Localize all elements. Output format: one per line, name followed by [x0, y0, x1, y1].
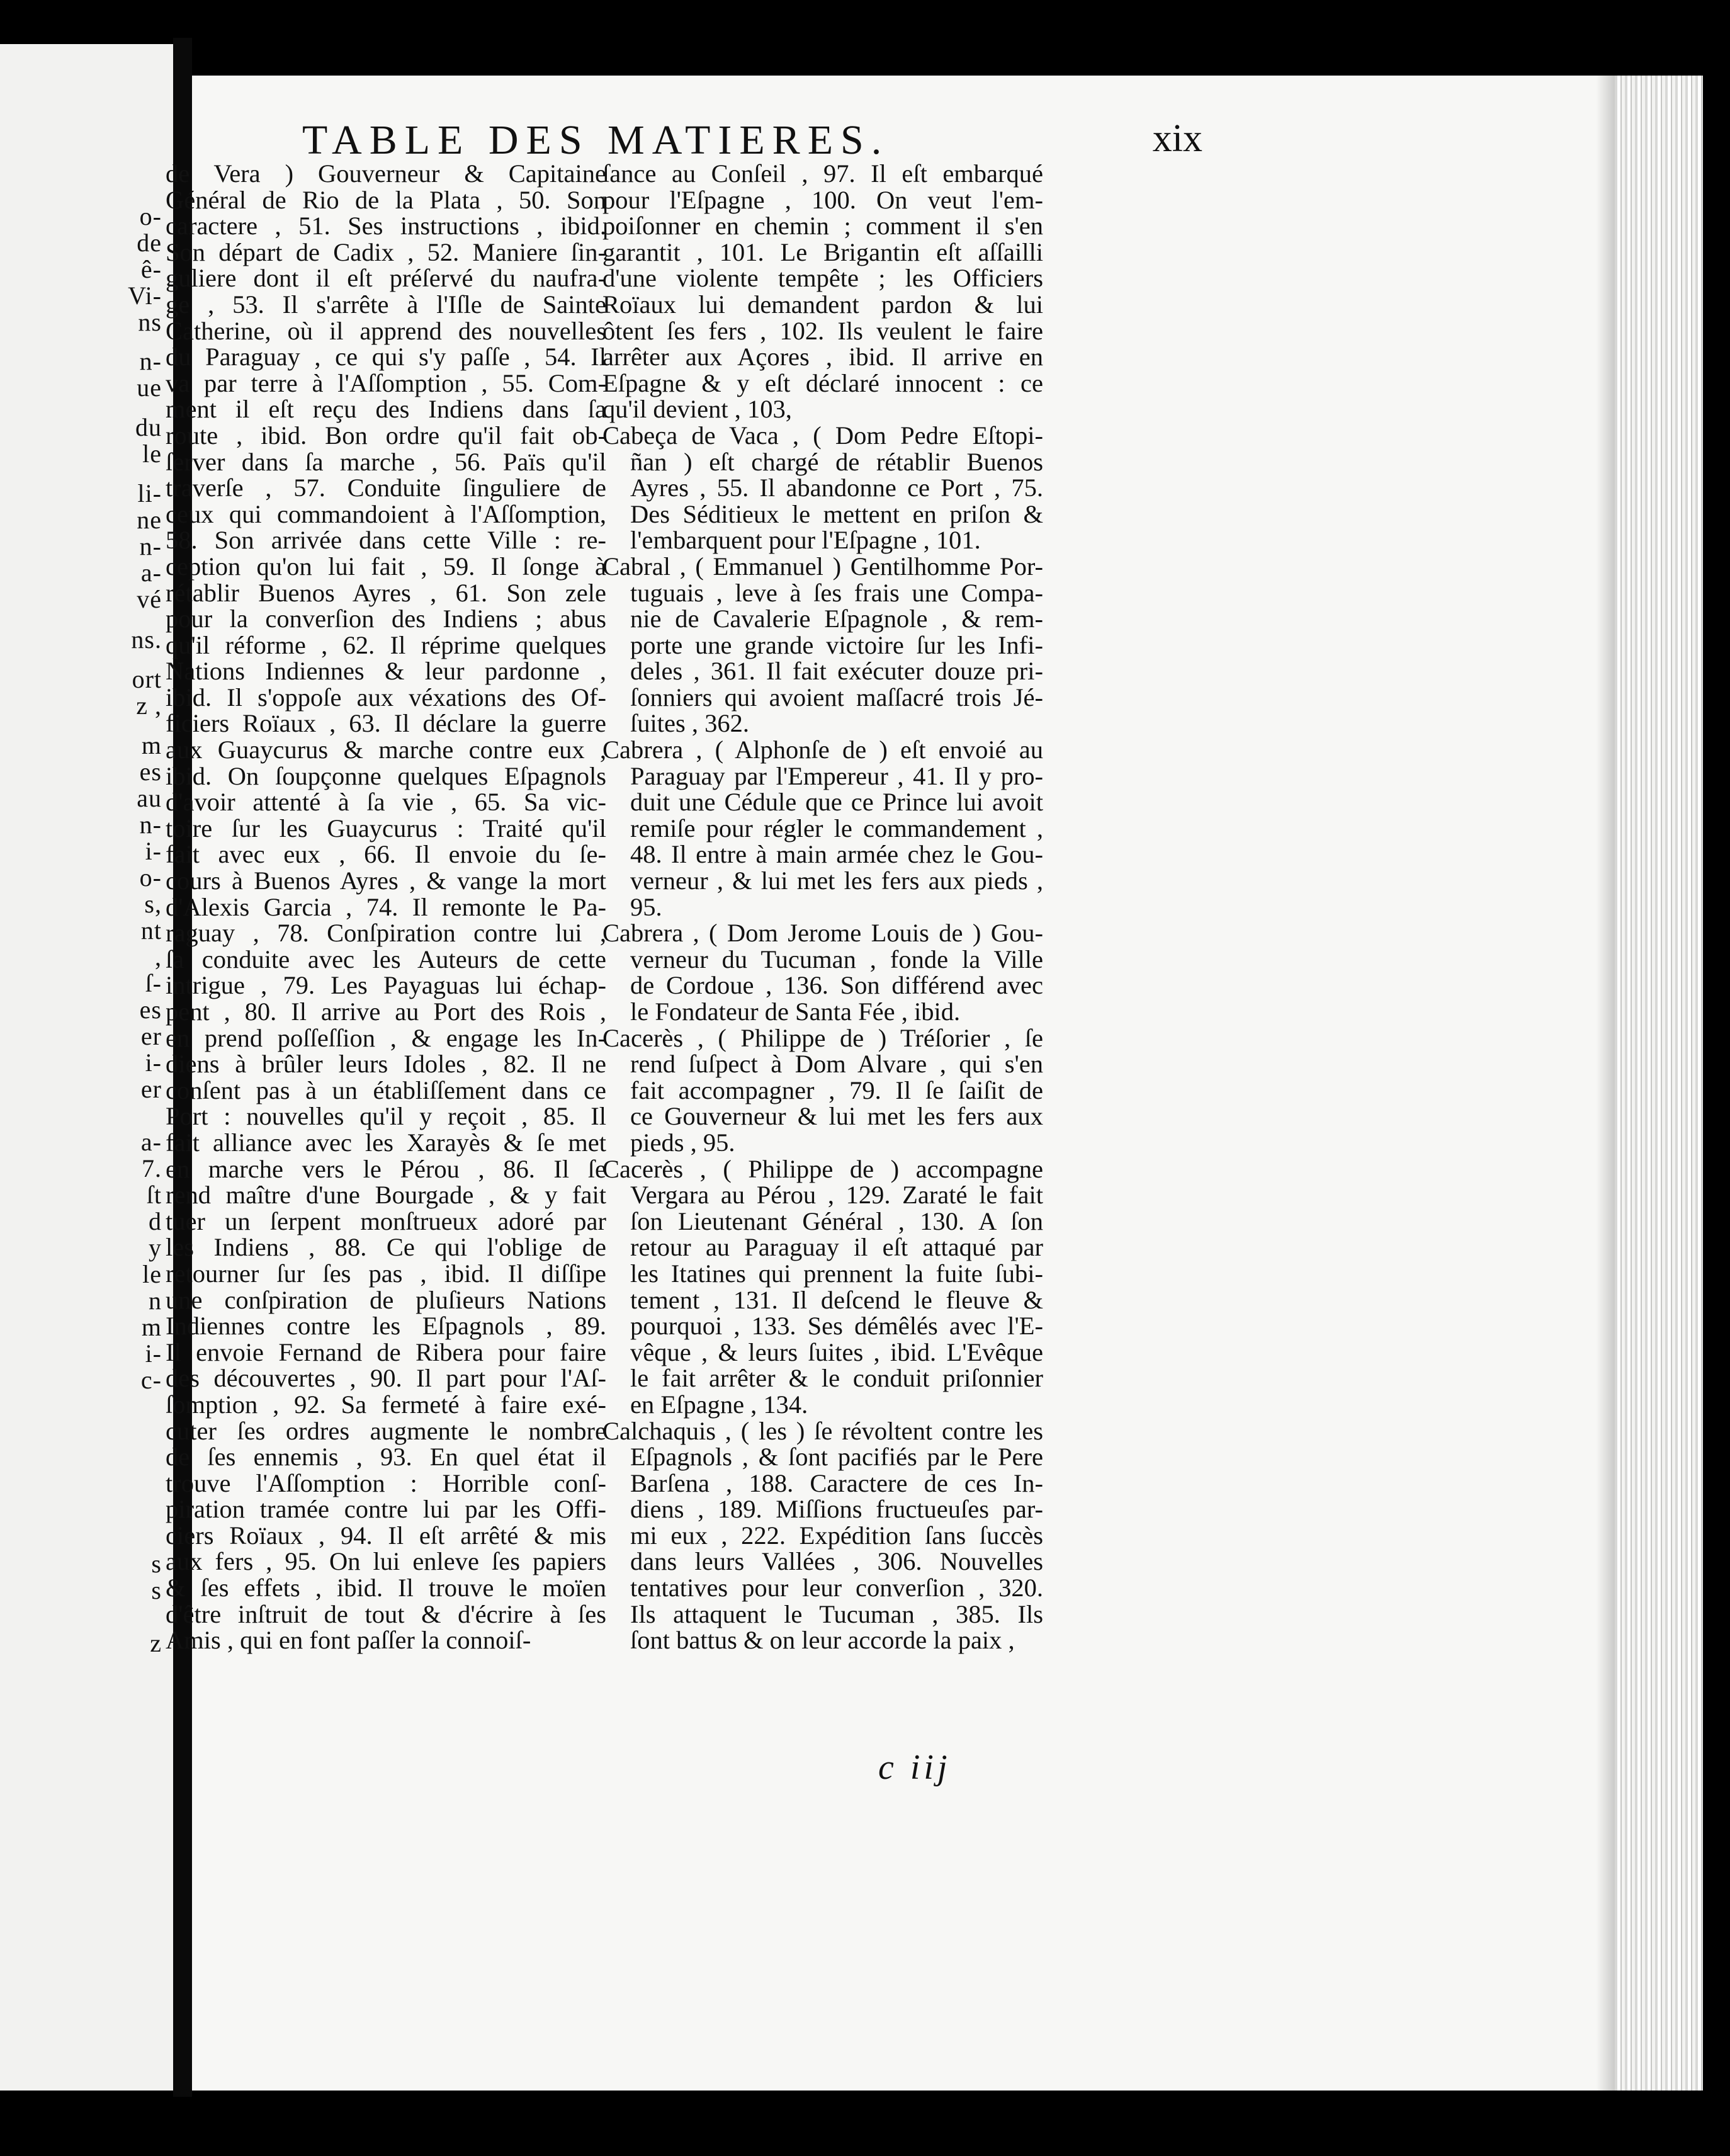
text-line: en prend poſſeſſion , & engage les In- — [166, 1023, 606, 1052]
text-line: Cabral , ( Emmanuel ) Gentilhomme Por- — [602, 552, 1043, 581]
text-line: aux Guaycurus & marche contre eux , — [166, 735, 606, 764]
text-line: aux fers , 95. On lui enleve ſes papiers — [166, 1547, 606, 1576]
text-line: une conſpiration de pluſieurs Nations — [166, 1285, 606, 1314]
text-line: ſa conduite avec les Auteurs de cette — [166, 945, 606, 973]
text-line: ñan ) eſt chargé de rétablir Buenos — [630, 447, 1043, 476]
facing-page-fragment-text: ns. — [131, 625, 162, 654]
text-line: pour la converſion des Indiens ; abus — [166, 604, 606, 633]
text-line: nie de Cavalerie Eſpagnole , & rem- — [630, 604, 1043, 633]
facing-page-fragment-text: du — [135, 413, 162, 441]
text-line: le Fondateur de Santa Fée , ibid. — [630, 997, 961, 1026]
text-line: tuer un ſerpent monſtrueux adoré par — [166, 1206, 606, 1235]
text-line: guliere dont il eſt préſervé du naufra- — [166, 264, 606, 293]
facing-page-fragment-text: n- — [139, 532, 162, 560]
text-line: d'être inſtruit de tout & d'écrire à ſes — [166, 1599, 606, 1628]
text-line: Catherine, où il apprend des nouvelles — [166, 316, 606, 345]
facing-page-fragment-text: m — [141, 1313, 162, 1341]
facing-page-fragment-text: ſ- — [145, 969, 162, 997]
facing-page-fragment-text: er — [140, 1075, 162, 1103]
text-line: pour l'Eſpagne , 100. On veut l'em- — [602, 185, 1043, 214]
text-line: ôtent ſes fers , 102. Ils veulent le faire — [602, 316, 1043, 345]
text-line: ſerver dans ſa marche , 56. Païs qu'il — [166, 447, 606, 476]
text-line: Il envoie Fernand de Ribera pour faire — [166, 1337, 606, 1366]
text-line: Port : nouvelles qu'il y reçoit , 85. Il — [166, 1102, 606, 1131]
facing-page-fragment-text: n- — [139, 347, 162, 375]
text-line: ibid. Il s'oppoſe aux véxations des Of- — [166, 683, 606, 712]
text-line: diens à brûler leurs Idoles , 82. Il ne — [166, 1050, 606, 1079]
text-line: pent , 80. Il arrive au Port des Rois , — [166, 997, 606, 1026]
page-number: xix — [1152, 117, 1202, 160]
text-line: trouve l'Aſſomption : Horrible conſ- — [166, 1468, 606, 1497]
facing-page-fragment-text: de — [137, 229, 162, 257]
text-line: va par terre à l'Aſſomption , 55. Com- — [166, 368, 606, 397]
facing-page-fragment-text: ue — [137, 373, 162, 402]
text-line: ciers Roïaux , 94. Il eſt arrêté & mis — [166, 1521, 606, 1550]
text-line: diens , 189. Miſſions fructueuſes par- — [630, 1495, 1043, 1524]
text-line: fait avec eux , 66. Il envoie du ſe- — [166, 840, 606, 869]
text-line: poiſonner en chemin ; comment il s'en — [602, 212, 1043, 241]
text-line: Cacerès , ( Philippe de ) Tréſorier , ſe — [602, 1023, 1043, 1052]
index-column-right — [602, 161, 1043, 1654]
text-line: pourquoi , 133. Ses démêlés avec l'E- — [630, 1312, 1043, 1341]
text-line: tuguais , leve à ſes frais une Compa- — [630, 578, 1043, 607]
text-line: Nations Indiennes & leur pardonne , — [166, 657, 606, 686]
facing-page-fragment-text: vé — [137, 585, 162, 613]
text-line: intrigue , 79. Les Payaguas lui échap- — [166, 971, 606, 1000]
text-line: Vergara au Pérou , 129. Zaraté le fait — [630, 1181, 1043, 1210]
text-line: tentatives pour leur converſion , 320. — [630, 1574, 1043, 1603]
text-line: des découvertes , 90. Il part pour l'Aſ- — [166, 1364, 606, 1393]
text-line: conſent pas à un établiſſement dans ce — [166, 1075, 606, 1104]
text-line: ceux qui commandoient à l'Aſſomption, — [166, 499, 606, 528]
text-line: ſomption , 92. Sa fermeté à faire exé- — [166, 1390, 606, 1419]
facing-page-fragment-text: le — [142, 440, 162, 468]
text-line: Paraguay par l'Empereur , 41. Il y pro- — [630, 761, 1043, 790]
text-line: Ils attaquent le Tucuman , 385. Ils — [630, 1599, 1043, 1628]
text-line: en Eſpagne , 134. — [630, 1390, 808, 1419]
facing-page-fragment-text: m — [141, 731, 162, 759]
text-line: arrêter aux Açores , ibid. Il arrive en — [602, 343, 1043, 372]
text-line: & ſes effets , ibid. Il trouve le moïen — [166, 1574, 606, 1603]
text-line: les Indiens , 88. Ce qui l'oblige de — [166, 1233, 606, 1262]
facing-page-text-fragments — [0, 44, 173, 2091]
facing-page-fragment-text: le — [142, 1260, 162, 1288]
text-line: garantit , 101. Le Brigantin eſt aſſailli — [602, 237, 1043, 266]
text-line: 48. Il entre à main armée chez le Gou- — [630, 840, 1043, 869]
text-line: retourner ſur ſes pas , ibid. Il diſſipe — [166, 1259, 606, 1288]
text-line: caractere , 51. Ses instructions , ibid. — [166, 212, 606, 241]
facing-page-fragment-text: es — [139, 996, 162, 1024]
facing-page-fragment-text: s — [151, 1576, 162, 1604]
text-line: qu'il réforme , 62. Il réprime quelques — [166, 630, 606, 659]
text-line: ce Gouverneur & lui met les fers aux — [630, 1102, 1043, 1131]
text-line: traverſe , 57. Conduite ſinguliere de — [166, 474, 606, 502]
text-line: l'embarquent pour l'Eſpagne , 101. — [630, 526, 981, 555]
text-line: Son départ de Cadix , 52. Maniere ſin- — [166, 237, 606, 266]
facing-page-fragment-text: n- — [139, 810, 162, 839]
text-line: deles , 361. Il fait exécuter douze pri- — [630, 657, 1043, 686]
text-line: de Vera ) Gouverneur & Capitaine — [166, 159, 606, 188]
facing-page-fragment — [0, 44, 173, 2091]
facing-page-fragment-text: Vi- — [128, 281, 162, 310]
facing-page-fragment-text: d — [149, 1207, 162, 1235]
text-line: cours à Buenos Ayres , & vange la mort — [166, 866, 606, 895]
text-line: Général de Rio de la Plata , 50. Son — [166, 185, 606, 214]
text-line: Cabrera , ( Dom Jerome Louis de ) Gou- — [602, 919, 1043, 948]
text-line: fait alliance avec les Xarayès & ſe met — [166, 1128, 606, 1157]
facing-page-fragment-text: n — [149, 1286, 162, 1315]
facing-page-fragment-text: er — [140, 1022, 162, 1050]
facing-page-fragment-text: i- — [145, 1048, 162, 1077]
text-line: Roïaux lui demandent pardon & lui — [602, 290, 1043, 319]
page-edge-shadow — [1596, 76, 1615, 2091]
text-line: Barſena , 188. Caractere de ces In- — [630, 1468, 1043, 1497]
text-line: cuter ſes ordres augmente le nombre — [166, 1416, 606, 1445]
text-line: de Cordoue , 136. Son différend avec — [630, 971, 1043, 1000]
running-head: TABLE DES MATIERES. — [302, 117, 890, 163]
text-line: d'Alexis Garcia , 74. Il remonte le Pa- — [166, 892, 606, 921]
facing-page-fragment-text: ſt — [146, 1181, 162, 1209]
facing-page-fragment-text: ort — [132, 665, 162, 693]
text-line: porte une grande victoire ſur les Infi- — [630, 630, 1043, 659]
facing-page-fragment-text: i- — [145, 1339, 162, 1368]
text-line: Ayres , 55. Il abandonne ce Port , 75. — [630, 474, 1043, 502]
text-line: retour au Paraguay il eſt attaqué par — [630, 1233, 1043, 1262]
facing-page-fragment-text: s, — [144, 890, 162, 918]
text-line: de ſes ennemis , 93. En quel état il — [166, 1443, 606, 1472]
text-line: verneur , & lui met les fers aux pieds , — [630, 866, 1043, 895]
text-line: pieds , 95. — [630, 1128, 735, 1157]
text-line: dans leurs Vallées , 306. Nouvelles — [630, 1547, 1043, 1576]
text-line: rétablir Buenos Ayres , 61. Son zele — [166, 578, 606, 607]
text-line: mi eux , 222. Expédition ſans ſuccès — [630, 1521, 1043, 1550]
facing-page-fragment-text: o- — [139, 202, 162, 230]
text-line: piration tramée contre lui par les Offi- — [166, 1495, 606, 1524]
text-line: verneur du Tucuman , fonde la Ville — [630, 945, 1043, 973]
text-line: ſance au Conſeil , 97. Il eſt embarqué — [602, 159, 1043, 188]
text-line: Des Séditieux le mettent en priſon & — [630, 499, 1043, 528]
facing-page-fragment-text: a- — [140, 1128, 162, 1156]
text-line: qu'il devient , 103, — [602, 395, 792, 424]
text-line: Cabrera , ( Alphonſe de ) eſt envoié au — [602, 735, 1043, 764]
text-line: ſonniers qui avoient maſſacré trois Jé- — [630, 683, 1043, 712]
signature-mark: c iij — [878, 1748, 951, 1787]
text-line: d'une violente tempête ; les Officiers — [602, 264, 1043, 293]
text-line: du Paraguay , ce qui s'y paſſe , 54. Il — [166, 343, 606, 372]
facing-page-fragment-text: c- — [140, 1366, 162, 1394]
facing-page-fragment-text: li- — [137, 479, 162, 508]
text-line: ment il eſt reçu des Indiens dans ſa — [166, 395, 606, 424]
text-line: Calchaquis , ( les ) ſe révoltent contre les — [602, 1416, 1043, 1445]
text-line: vêque , & leurs ſuites , ibid. L'Evêque — [630, 1337, 1043, 1366]
text-line: duit une Cédule que ce Prince lui avoit — [630, 788, 1043, 817]
page-block-edges — [1615, 76, 1703, 2091]
text-line: 95. — [630, 892, 662, 921]
text-line: Eſpagnols , & ſont pacifiés par le Pere — [630, 1443, 1043, 1472]
text-line: toire ſur les Guaycurus : Traité qu'il — [166, 814, 606, 843]
text-line: Cabeça de Vaca , ( Dom Pedre Eſtopi- — [602, 421, 1043, 450]
text-line: ge , 53. Il s'arrête à l'Iſle de Sainte — [166, 290, 606, 319]
text-line: 58. Son arrivée dans cette Ville : re- — [166, 526, 606, 555]
text-line: Cacerès , ( Philippe de ) accompagne — [602, 1154, 1043, 1183]
text-line: raguay , 78. Conſpiration contre lui , — [166, 919, 606, 948]
text-line: ſon Lieutenant Général , 130. A ſon — [630, 1206, 1043, 1235]
index-column-left — [166, 161, 606, 1654]
text-line: ſont battus & on leur accorde la paix , — [630, 1626, 1015, 1655]
facing-page-fragment-text: y — [149, 1234, 162, 1262]
text-line: en marche vers le Pérou , 86. Il ſe — [166, 1154, 606, 1183]
facing-page-fragment-text: ne — [137, 506, 162, 534]
facing-page-fragment-text: z — [150, 1629, 162, 1657]
text-line: remiſe pour régler le commandement , — [630, 814, 1043, 843]
text-line: tement , 131. Il deſcend le fleuve & — [630, 1285, 1043, 1314]
text-line: rend maître d'une Bourgade , & y fait — [166, 1181, 606, 1210]
text-line: d'avoir attenté à ſa vie , 65. Sa vic- — [166, 788, 606, 817]
facing-page-fragment-text: ns — [138, 308, 162, 336]
facing-page-fragment-text: a- — [140, 559, 162, 587]
facing-page-fragment-text: ê- — [140, 255, 162, 283]
facing-page-fragment-text: nt — [140, 916, 162, 945]
text-line: rend ſuſpect à Dom Alvare , qui s'en — [630, 1050, 1043, 1079]
facing-page-fragment-text: z , — [136, 691, 162, 720]
text-line: Amis , qui en font paſſer la connoiſ- — [166, 1626, 531, 1655]
facing-page-fragment-text: es — [139, 757, 162, 786]
text-line: route , ibid. Bon ordre qu'il fait ob- — [166, 421, 606, 450]
text-line: ception qu'on lui fait , 59. Il ſonge à — [166, 552, 606, 581]
text-line: ficiers Roïaux , 63. Il déclare la guerre — [166, 709, 606, 738]
text-line: Eſpagne & y eſt déclaré innocent : ce — [602, 368, 1043, 397]
text-line: fait accompagner , 79. Il ſe ſaiſit de — [630, 1075, 1043, 1104]
text-line: Indiennes contre les Eſpagnols , 89. — [166, 1312, 606, 1341]
facing-page-fragment-text: o- — [139, 863, 162, 892]
text-line: ibid. On ſoupçonne quelques Eſpagnols — [166, 761, 606, 790]
facing-page-fragment-text: i- — [145, 837, 162, 865]
text-line: le fait arrêter & le conduit priſonnier — [630, 1364, 1043, 1393]
facing-page-fragment-text: au — [137, 784, 162, 812]
facing-page-fragment-text: s — [151, 1550, 162, 1578]
facing-page-fragment-text: , — [155, 943, 162, 971]
text-line: les Itatines qui prennent la fuite ſubi- — [630, 1259, 1043, 1288]
facing-page-fragment-text: 7. — [142, 1154, 162, 1183]
text-line: ſuites , 362. — [630, 709, 749, 738]
